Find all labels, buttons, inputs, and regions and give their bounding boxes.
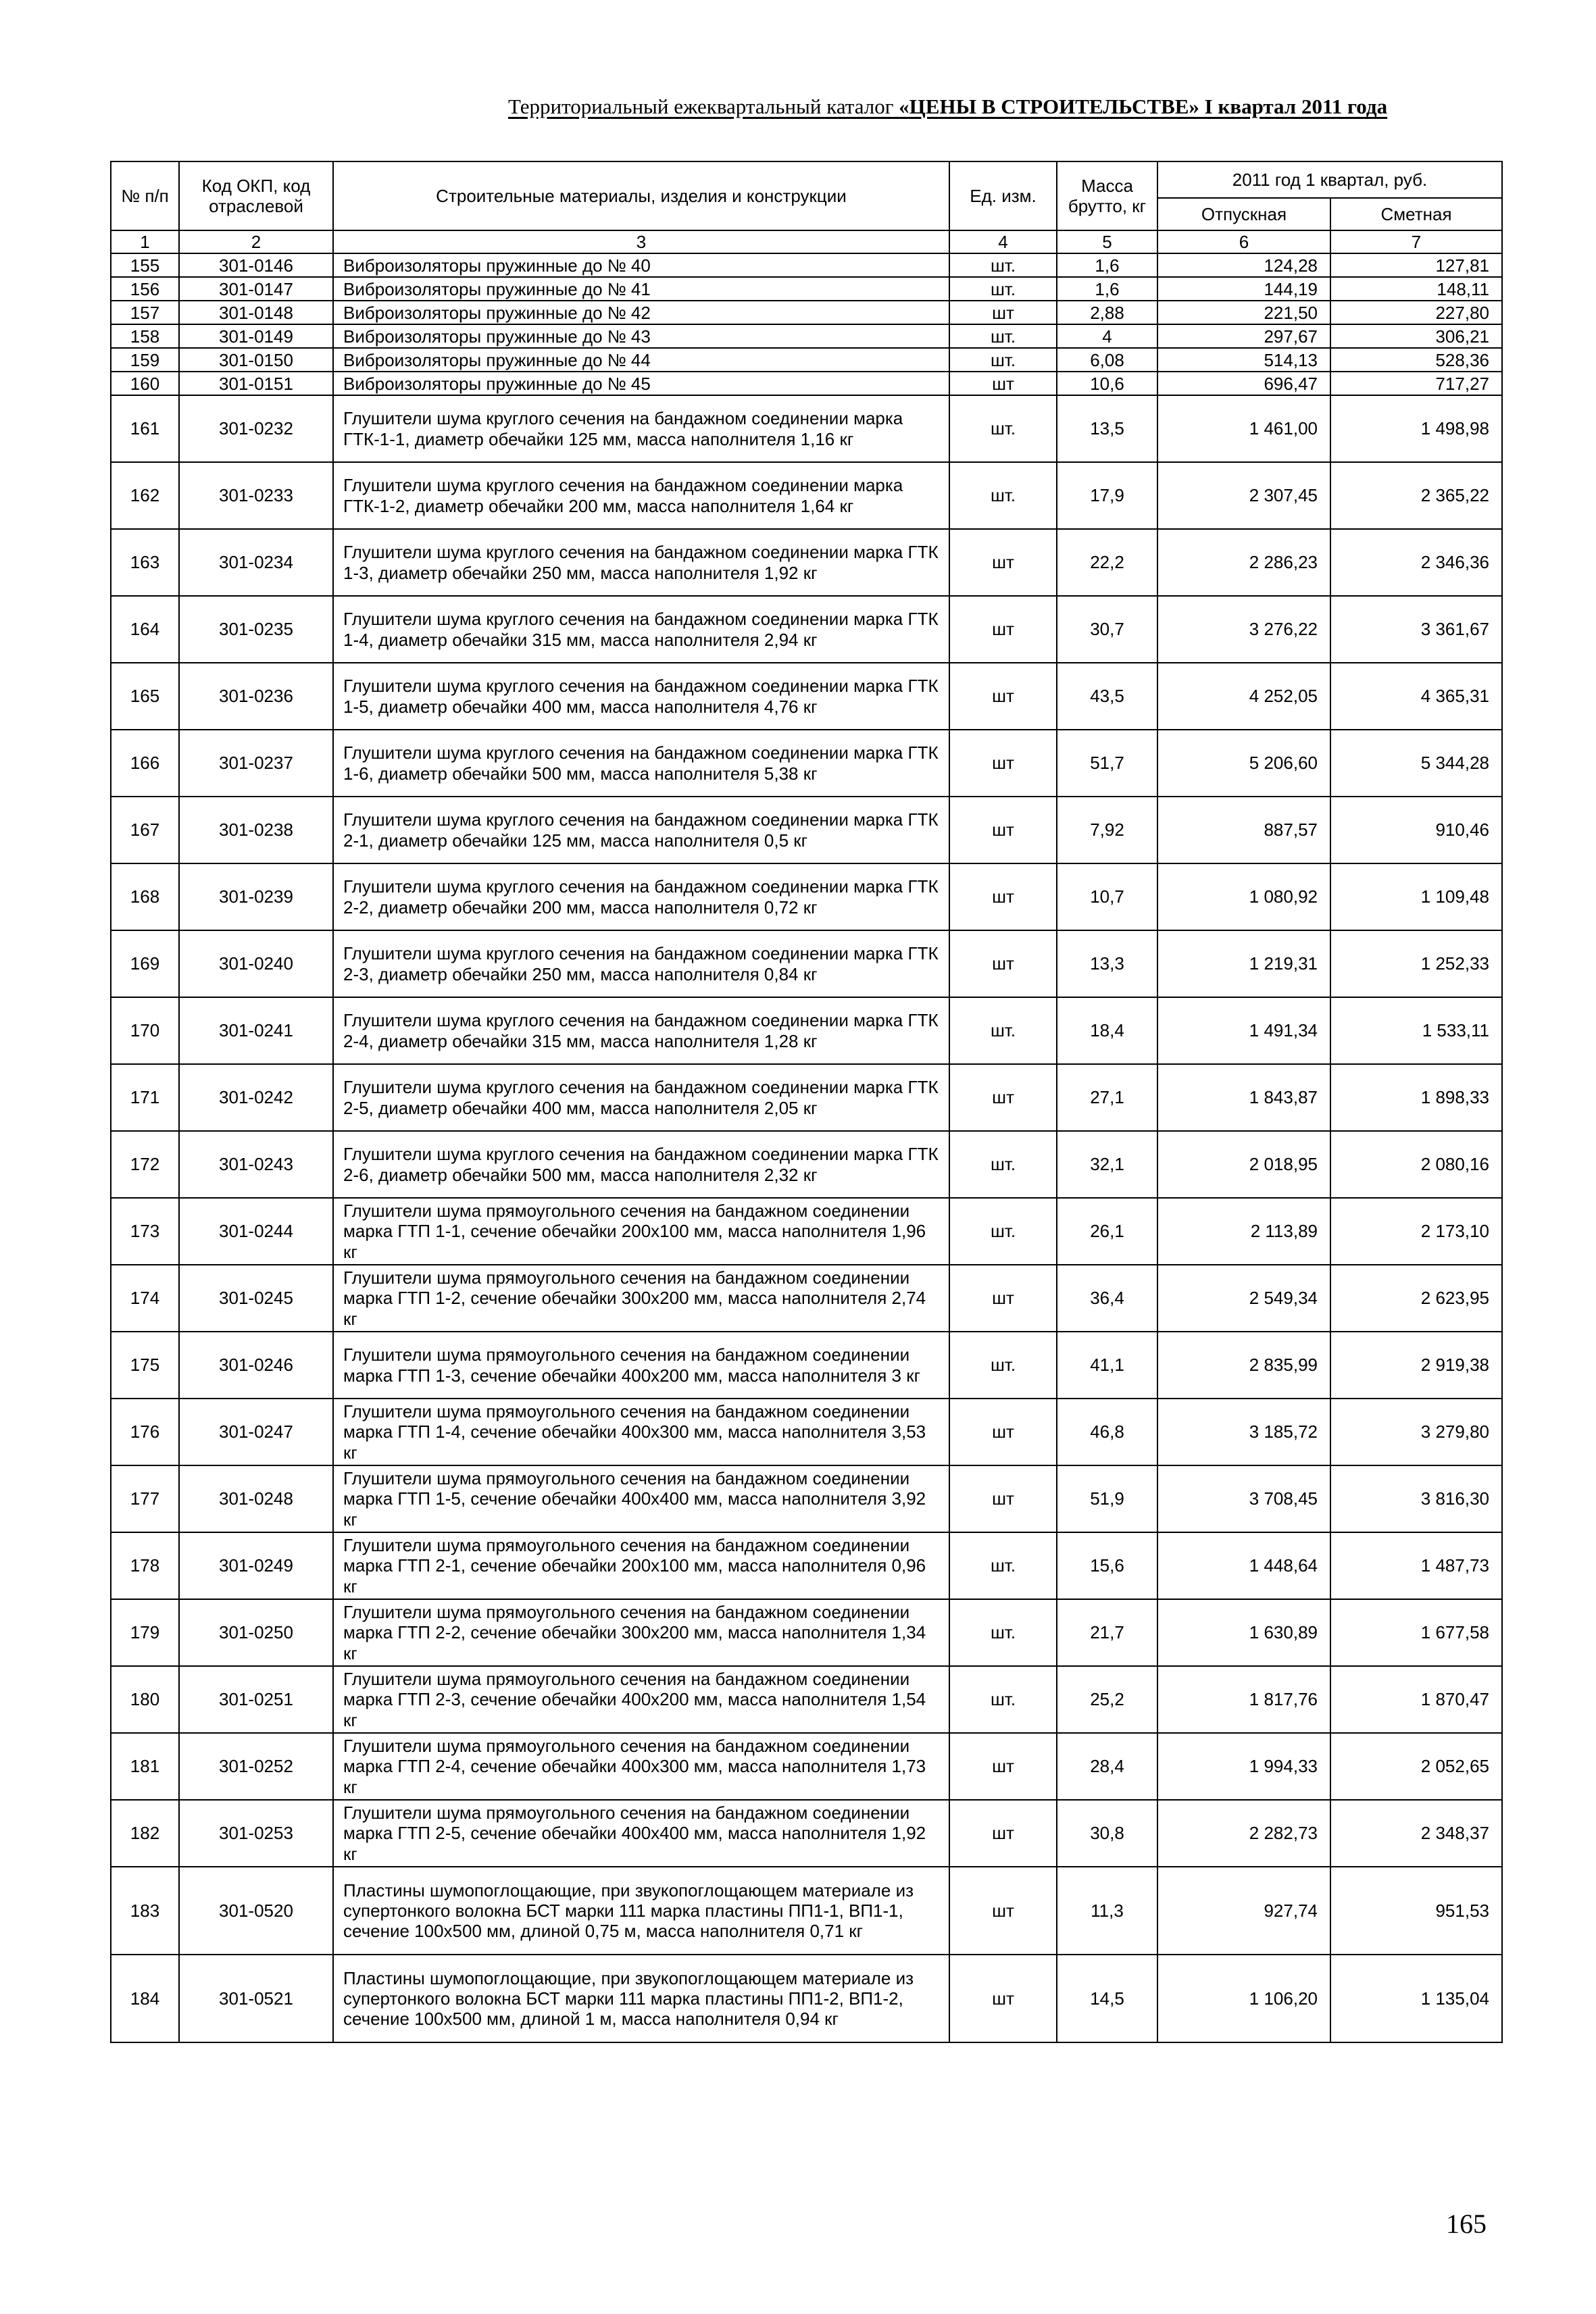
cell-mass: 27,1 — [1057, 1064, 1157, 1131]
cell-price-release: 1 843,87 — [1157, 1064, 1330, 1131]
cell-unit: шт. — [949, 277, 1057, 301]
cell-mass: 1,6 — [1057, 277, 1157, 301]
cell-unit: шт — [949, 730, 1057, 797]
cell-num: 157 — [111, 301, 179, 324]
cell-code: 301-0238 — [179, 797, 333, 863]
cell-unit: шт. — [949, 348, 1057, 372]
table-row — [111, 1666, 1502, 1733]
cell-code: 301-0247 — [179, 1399, 333, 1465]
price-table — [110, 161, 1503, 2043]
table-row — [111, 348, 1502, 372]
cell-num: 183 — [111, 1867, 179, 1955]
table-row — [111, 324, 1502, 348]
table-row — [111, 1332, 1502, 1399]
cell-price-estimate: 4 365,31 — [1330, 663, 1502, 730]
cell-code: 301-0146 — [179, 253, 333, 277]
cell-price-release: 2 282,73 — [1157, 1800, 1330, 1867]
page-header — [508, 95, 1481, 119]
cell-code: 301-0249 — [179, 1532, 333, 1599]
cell-price-release: 2 286,23 — [1157, 529, 1330, 596]
cell-mass: 26,1 — [1057, 1198, 1157, 1265]
table-row — [111, 997, 1502, 1064]
cell-price-estimate: 306,21 — [1330, 324, 1502, 348]
cell-unit: шт — [949, 930, 1057, 997]
cell-price-release: 3 708,45 — [1157, 1465, 1330, 1532]
cell-name: Пластины шумопоглощающие, при звукопоглощающем материале из супертонкого волокна БСТ марки 111 марка пластины ПП1-2, ВП1-2, сечение 100х500 мм, длиной 1 м, масса наполнителя 0,94 кг — [333, 1955, 949, 2042]
cell-price-release: 297,67 — [1157, 324, 1330, 348]
cell-num: 179 — [111, 1599, 179, 1666]
cell-code: 301-0248 — [179, 1465, 333, 1532]
cell-price-estimate: 2 623,95 — [1330, 1265, 1502, 1332]
cell-price-release: 3 276,22 — [1157, 596, 1330, 663]
cell-num: 156 — [111, 277, 179, 301]
cell-price-estimate: 1 677,58 — [1330, 1599, 1502, 1666]
cell-mass: 1,6 — [1057, 253, 1157, 277]
cell-num: 180 — [111, 1666, 179, 1733]
cell-code: 301-0235 — [179, 596, 333, 663]
cell-mass: 13,3 — [1057, 930, 1157, 997]
cell-price-estimate: 2 052,65 — [1330, 1733, 1502, 1800]
cell-num: 165 — [111, 663, 179, 730]
cell-name: Виброизоляторы пружинные до № 43 — [333, 324, 949, 348]
cell-price-release: 124,28 — [1157, 253, 1330, 277]
cell-price-estimate: 717,27 — [1330, 372, 1502, 395]
cell-mass: 7,92 — [1057, 797, 1157, 863]
cell-num: 171 — [111, 1064, 179, 1131]
cell-code: 301-0242 — [179, 1064, 333, 1131]
table-row — [111, 1265, 1502, 1332]
column-header-price-estimate: Сметная — [1330, 198, 1502, 230]
cell-unit: шт. — [949, 253, 1057, 277]
cell-name: Глушители шума прямоугольного сечения на бандажном соединении марка ГТП 2-2, сечение обечайки 300х200 мм, масса наполнителя 1,34 кг — [333, 1599, 949, 1666]
cell-unit: шт — [949, 301, 1057, 324]
table-row — [111, 395, 1502, 462]
cell-code: 301-0245 — [179, 1265, 333, 1332]
cell-num: 172 — [111, 1131, 179, 1198]
column-number: 1 — [111, 230, 179, 253]
cell-code: 301-0241 — [179, 997, 333, 1064]
cell-unit: шт — [949, 1800, 1057, 1867]
table-row — [111, 930, 1502, 997]
cell-num: 169 — [111, 930, 179, 997]
header-prefix: Территориальный ежеквартальный каталог — [508, 95, 899, 118]
cell-unit: шт — [949, 372, 1057, 395]
cell-code: 301-0150 — [179, 348, 333, 372]
cell-code: 301-0521 — [179, 1955, 333, 2042]
cell-unit: шт — [949, 863, 1057, 930]
cell-mass: 6,08 — [1057, 348, 1157, 372]
cell-name: Виброизоляторы пружинные до № 42 — [333, 301, 949, 324]
cell-num: 160 — [111, 372, 179, 395]
cell-num: 166 — [111, 730, 179, 797]
cell-code: 301-0151 — [179, 372, 333, 395]
page-number: 165 — [1446, 2209, 1487, 2239]
cell-price-estimate: 1 870,47 — [1330, 1666, 1502, 1733]
cell-code: 301-0253 — [179, 1800, 333, 1867]
column-header-price-release: Отпускная — [1157, 198, 1330, 230]
cell-mass: 36,4 — [1057, 1265, 1157, 1332]
cell-price-estimate: 1 898,33 — [1330, 1064, 1502, 1131]
cell-name: Глушители шума круглого сечения на бандажном соединении марка ГТК-1-2, диаметр обечайки 200 мм, масса наполнителя 1,64 кг — [333, 462, 949, 529]
cell-price-estimate: 3 279,80 — [1330, 1399, 1502, 1465]
cell-name: Глушители шума прямоугольного сечения на бандажном соединении марка ГТП 2-3, сечение обечайки 400х200 мм, масса наполнителя 1,54 кг — [333, 1666, 949, 1733]
cell-mass: 28,4 — [1057, 1733, 1157, 1800]
cell-code: 301-0250 — [179, 1599, 333, 1666]
cell-name: Глушители шума прямоугольного сечения на бандажном соединении марка ГТП 1-2, сечение обечайки 300х200 мм, масса наполнителя 2,74 кг — [333, 1265, 949, 1332]
table-row — [111, 372, 1502, 395]
cell-name: Виброизоляторы пружинные до № 44 — [333, 348, 949, 372]
cell-price-estimate: 2 080,16 — [1330, 1131, 1502, 1198]
cell-num: 167 — [111, 797, 179, 863]
cell-mass: 4 — [1057, 324, 1157, 348]
cell-num: 176 — [111, 1399, 179, 1465]
cell-name: Глушители шума круглого сечения на бандажном соединении марка ГТК 1-3, диаметр обечайки 250 мм, масса наполнителя 1,92 кг — [333, 529, 949, 596]
cell-unit: шт — [949, 1733, 1057, 1800]
cell-num: 184 — [111, 1955, 179, 2042]
table-row — [111, 797, 1502, 863]
table-row — [111, 277, 1502, 301]
cell-mass: 10,7 — [1057, 863, 1157, 930]
cell-num: 175 — [111, 1332, 179, 1399]
cell-unit: шт. — [949, 1532, 1057, 1599]
cell-code: 301-0236 — [179, 663, 333, 730]
cell-name: Глушители шума круглого сечения на бандажном соединении марка ГТК 1-6, диаметр обечайки 500 мм, масса наполнителя 5,38 кг — [333, 730, 949, 797]
cell-unit: шт. — [949, 1666, 1057, 1733]
cell-mass: 30,7 — [1057, 596, 1157, 663]
cell-num: 177 — [111, 1465, 179, 1532]
cell-num: 161 — [111, 395, 179, 462]
cell-price-estimate: 227,80 — [1330, 301, 1502, 324]
column-header-mass: Масса брутто, кг — [1057, 161, 1157, 230]
cell-name: Глушители шума прямоугольного сечения на бандажном соединении марка ГТП 1-4, сечение обечайки 400х300 мм, масса наполнителя 3,53 кг — [333, 1399, 949, 1465]
cell-code: 301-0237 — [179, 730, 333, 797]
cell-num: 162 — [111, 462, 179, 529]
header-publication: «ЦЕНЫ В СТРОИТЕЛЬСТВЕ» — [899, 95, 1199, 118]
cell-code: 301-0520 — [179, 1867, 333, 1955]
column-number: 4 — [949, 230, 1057, 253]
cell-name: Глушители шума прямоугольного сечения на бандажном соединении марка ГТП 2-4, сечение обечайки 400х300 мм, масса наполнителя 1,73 кг — [333, 1733, 949, 1800]
cell-mass: 13,5 — [1057, 395, 1157, 462]
cell-code: 301-0147 — [179, 277, 333, 301]
cell-price-release: 2 549,34 — [1157, 1265, 1330, 1332]
cell-price-estimate: 1 498,98 — [1330, 395, 1502, 462]
cell-mass: 32,1 — [1057, 1131, 1157, 1198]
table-body — [111, 253, 1502, 2042]
cell-mass: 11,3 — [1057, 1867, 1157, 1955]
cell-code: 301-0234 — [179, 529, 333, 596]
cell-unit: шт. — [949, 462, 1057, 529]
cell-price-release: 2 835,99 — [1157, 1332, 1330, 1399]
cell-code: 301-0244 — [179, 1198, 333, 1265]
cell-price-estimate: 1 533,11 — [1330, 997, 1502, 1064]
cell-unit: шт — [949, 797, 1057, 863]
table-row — [111, 462, 1502, 529]
table-row — [111, 1867, 1502, 1955]
cell-price-estimate: 2 346,36 — [1330, 529, 1502, 596]
cell-price-release: 2 018,95 — [1157, 1131, 1330, 1198]
cell-unit: шт — [949, 1465, 1057, 1532]
cell-name: Глушители шума прямоугольного сечения на бандажном соединении марка ГТП 1-1, сечение обечайки 200х100 мм, масса наполнителя 1,96 кг — [333, 1198, 949, 1265]
cell-code: 301-0252 — [179, 1733, 333, 1800]
cell-price-estimate: 3 361,67 — [1330, 596, 1502, 663]
cell-num: 155 — [111, 253, 179, 277]
cell-name: Глушители шума круглого сечения на бандажном соединении марка ГТК-1-1, диаметр обечайки 125 мм, масса наполнителя 1,16 кг — [333, 395, 949, 462]
cell-name: Глушители шума круглого сечения на бандажном соединении марка ГТК 2-6, диаметр обечайки 500 мм, масса наполнителя 2,32 кг — [333, 1131, 949, 1198]
table-row — [111, 1599, 1502, 1666]
cell-unit: шт. — [949, 1599, 1057, 1666]
cell-name: Глушители шума прямоугольного сечения на бандажном соединении марка ГТП 2-1, сечение обечайки 200х100 мм, масса наполнителя 0,96 кг — [333, 1532, 949, 1599]
cell-unit: шт — [949, 1955, 1057, 2042]
cell-name: Виброизоляторы пружинные до № 40 — [333, 253, 949, 277]
table-row — [111, 301, 1502, 324]
cell-price-release: 4 252,05 — [1157, 663, 1330, 730]
cell-name: Глушители шума круглого сечения на бандажном соединении марка ГТК 2-4, диаметр обечайки 315 мм, масса наполнителя 1,28 кг — [333, 997, 949, 1064]
cell-name: Глушители шума круглого сечения на бандажном соединении марка ГТК 2-3, диаметр обечайки 250 мм, масса наполнителя 0,84 кг — [333, 930, 949, 997]
cell-price-release: 1 448,64 — [1157, 1532, 1330, 1599]
table-row — [111, 863, 1502, 930]
column-header-code: Код ОКП, код отраслевой — [179, 161, 333, 230]
cell-name: Пластины шумопоглощающие, при звукопоглощающем материале из супертонкого волокна БСТ марки 111 марка пластины ПП1-1, ВП1-1, сечение 100х500 мм, длиной 0,75 м, масса наполнителя 0,71 кг — [333, 1867, 949, 1955]
cell-mass: 41,1 — [1057, 1332, 1157, 1399]
cell-price-estimate: 5 344,28 — [1330, 730, 1502, 797]
cell-price-release: 887,57 — [1157, 797, 1330, 863]
table-row — [111, 1532, 1502, 1599]
cell-unit: шт. — [949, 997, 1057, 1064]
cell-price-estimate: 528,36 — [1330, 348, 1502, 372]
cell-name: Глушители шума круглого сечения на бандажном соединении марка ГТК 2-2, диаметр обечайки 200 мм, масса наполнителя 0,72 кг — [333, 863, 949, 930]
table-row — [111, 1064, 1502, 1131]
cell-name: Глушители шума круглого сечения на бандажном соединении марка ГТК 2-1, диаметр обечайки 125 мм, масса наполнителя 0,5 кг — [333, 797, 949, 863]
cell-num: 164 — [111, 596, 179, 663]
cell-price-estimate: 3 816,30 — [1330, 1465, 1502, 1532]
cell-unit: шт — [949, 1867, 1057, 1955]
cell-price-estimate: 910,46 — [1330, 797, 1502, 863]
cell-price-estimate: 1 135,04 — [1330, 1955, 1502, 2042]
cell-code: 301-0239 — [179, 863, 333, 930]
cell-price-release: 1 461,00 — [1157, 395, 1330, 462]
cell-price-release: 927,74 — [1157, 1867, 1330, 1955]
cell-price-estimate: 1 252,33 — [1330, 930, 1502, 997]
cell-code: 301-0243 — [179, 1131, 333, 1198]
column-number: 2 — [179, 230, 333, 253]
table-row — [111, 529, 1502, 596]
cell-num: 159 — [111, 348, 179, 372]
table-row — [111, 1399, 1502, 1465]
table-header — [111, 161, 1502, 253]
cell-unit: шт — [949, 596, 1057, 663]
cell-mass: 17,9 — [1057, 462, 1157, 529]
cell-price-estimate: 2 173,10 — [1330, 1198, 1502, 1265]
cell-mass: 18,4 — [1057, 997, 1157, 1064]
cell-price-release: 1 817,76 — [1157, 1666, 1330, 1733]
cell-name: Виброизоляторы пружинные до № 45 — [333, 372, 949, 395]
cell-unit: шт. — [949, 1332, 1057, 1399]
cell-mass: 2,88 — [1057, 301, 1157, 324]
cell-num: 158 — [111, 324, 179, 348]
cell-mass: 30,8 — [1057, 1800, 1157, 1867]
cell-price-estimate: 148,11 — [1330, 277, 1502, 301]
cell-name: Глушители шума круглого сечения на бандажном соединении марка ГТК 2-5, диаметр обечайки 400 мм, масса наполнителя 2,05 кг — [333, 1064, 949, 1131]
cell-name: Глушители шума прямоугольного сечения на бандажном соединении марка ГТП 1-3, сечение обечайки 400х200 мм, масса наполнителя 3 кг — [333, 1332, 949, 1399]
cell-price-release: 1 106,20 — [1157, 1955, 1330, 2042]
cell-unit: шт — [949, 1399, 1057, 1465]
cell-num: 168 — [111, 863, 179, 930]
cell-code: 301-0232 — [179, 395, 333, 462]
cell-price-estimate: 2 348,37 — [1330, 1800, 1502, 1867]
table-row — [111, 663, 1502, 730]
cell-price-release: 221,50 — [1157, 301, 1330, 324]
cell-num: 178 — [111, 1532, 179, 1599]
cell-price-release: 144,19 — [1157, 277, 1330, 301]
cell-unit: шт — [949, 663, 1057, 730]
cell-num: 181 — [111, 1733, 179, 1800]
cell-num: 182 — [111, 1800, 179, 1867]
column-header-num: № п/п — [111, 161, 179, 230]
column-header-unit: Ед. изм. — [949, 161, 1057, 230]
cell-mass: 15,6 — [1057, 1532, 1157, 1599]
cell-name: Глушители шума прямоугольного сечения на бандажном соединении марка ГТП 1-5, сечение обечайки 400х400 мм, масса наполнителя 3,92 кг — [333, 1465, 949, 1532]
header-period: I квартал 2011 года — [1199, 95, 1388, 118]
cell-code: 301-0149 — [179, 324, 333, 348]
cell-code: 301-0233 — [179, 462, 333, 529]
cell-price-release: 514,13 — [1157, 348, 1330, 372]
cell-unit: шт. — [949, 395, 1057, 462]
cell-mass: 46,8 — [1057, 1399, 1157, 1465]
cell-mass: 51,9 — [1057, 1465, 1157, 1532]
cell-mass: 43,5 — [1057, 663, 1157, 730]
column-number: 5 — [1057, 230, 1157, 253]
cell-price-estimate: 1 109,48 — [1330, 863, 1502, 930]
cell-unit: шт — [949, 1265, 1057, 1332]
column-number: 3 — [333, 230, 949, 253]
cell-num: 170 — [111, 997, 179, 1064]
cell-price-release: 1 491,34 — [1157, 997, 1330, 1064]
table-row — [111, 1800, 1502, 1867]
table-row — [111, 253, 1502, 277]
cell-num: 174 — [111, 1265, 179, 1332]
cell-num: 163 — [111, 529, 179, 596]
cell-price-estimate: 2 919,38 — [1330, 1332, 1502, 1399]
cell-price-release: 1 080,92 — [1157, 863, 1330, 930]
cell-mass: 51,7 — [1057, 730, 1157, 797]
cell-mass: 14,5 — [1057, 1955, 1157, 2042]
cell-price-release: 2 113,89 — [1157, 1198, 1330, 1265]
cell-unit: шт — [949, 1064, 1057, 1131]
cell-num: 173 — [111, 1198, 179, 1265]
cell-code: 301-0148 — [179, 301, 333, 324]
cell-price-estimate: 1 487,73 — [1330, 1532, 1502, 1599]
cell-code: 301-0251 — [179, 1666, 333, 1733]
column-header-price-group: 2011 год 1 квартал, руб. — [1157, 161, 1502, 198]
table-row — [111, 1955, 1502, 2042]
cell-price-release: 696,47 — [1157, 372, 1330, 395]
table-row — [111, 1733, 1502, 1800]
table-row — [111, 1465, 1502, 1532]
cell-unit: шт. — [949, 324, 1057, 348]
cell-code: 301-0240 — [179, 930, 333, 997]
cell-mass: 22,2 — [1057, 529, 1157, 596]
cell-unit: шт. — [949, 1131, 1057, 1198]
cell-price-release: 1 219,31 — [1157, 930, 1330, 997]
cell-name: Глушители шума круглого сечения на бандажном соединении марка ГТК 1-4, диаметр обечайки 315 мм, масса наполнителя 2,94 кг — [333, 596, 949, 663]
cell-price-release: 1 994,33 — [1157, 1733, 1330, 1800]
cell-price-estimate: 127,81 — [1330, 253, 1502, 277]
cell-price-release: 2 307,45 — [1157, 462, 1330, 529]
cell-price-release: 5 206,60 — [1157, 730, 1330, 797]
cell-code: 301-0246 — [179, 1332, 333, 1399]
cell-unit: шт — [949, 529, 1057, 596]
table-row — [111, 596, 1502, 663]
column-number-row — [111, 230, 1502, 253]
cell-unit: шт. — [949, 1198, 1057, 1265]
cell-price-estimate: 951,53 — [1330, 1867, 1502, 1955]
cell-mass: 25,2 — [1057, 1666, 1157, 1733]
cell-price-estimate: 2 365,22 — [1330, 462, 1502, 529]
cell-price-release: 3 185,72 — [1157, 1399, 1330, 1465]
cell-name: Глушители шума круглого сечения на бандажном соединении марка ГТК 1-5, диаметр обечайки 400 мм, масса наполнителя 4,76 кг — [333, 663, 949, 730]
column-header-name: Строительные материалы, изделия и конструкции — [333, 161, 949, 230]
cell-mass: 10,6 — [1057, 372, 1157, 395]
cell-price-release: 1 630,89 — [1157, 1599, 1330, 1666]
column-number: 7 — [1330, 230, 1502, 253]
column-number: 6 — [1157, 230, 1330, 253]
cell-name: Виброизоляторы пружинные до № 41 — [333, 277, 949, 301]
cell-mass: 21,7 — [1057, 1599, 1157, 1666]
table-row — [111, 1131, 1502, 1198]
table-row — [111, 730, 1502, 797]
table-row — [111, 1198, 1502, 1265]
cell-name: Глушители шума прямоугольного сечения на бандажном соединении марка ГТП 2-5, сечение обечайки 400х400 мм, масса наполнителя 1,92 кг — [333, 1800, 949, 1867]
